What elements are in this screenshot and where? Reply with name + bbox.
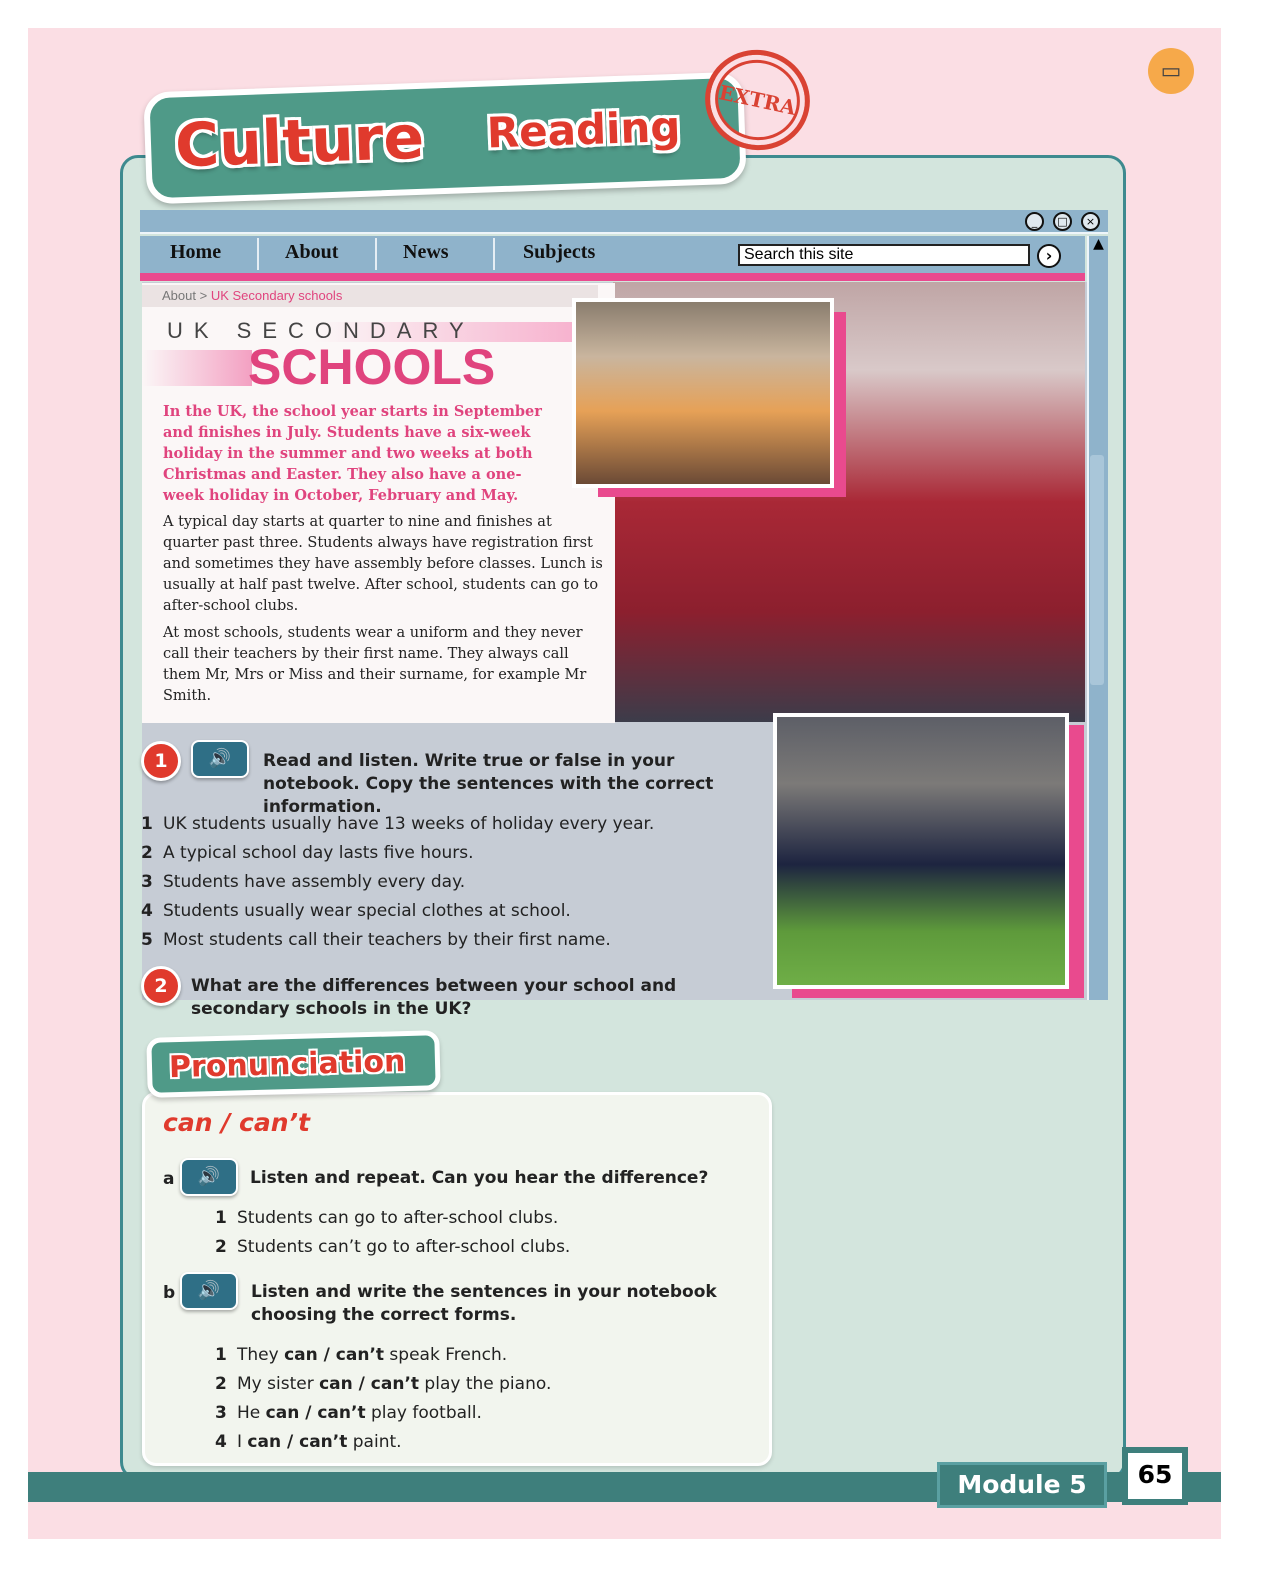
part-letter: b (163, 1283, 176, 1303)
browser-titlebar (140, 210, 1108, 234)
exercise-number: 1 (141, 741, 181, 781)
audio-speaker-icon[interactable]: 🔊 (180, 1272, 238, 1310)
list-item: 4 I can / can’t paint. (215, 1432, 402, 1452)
part-a-instruction: Listen and repeat. Can you hear the difference? (250, 1168, 709, 1188)
maximize-icon[interactable]: □ (1053, 212, 1072, 231)
nav-home[interactable]: Home (170, 241, 222, 263)
breadcrumb (142, 285, 598, 307)
students-lunch-photo (773, 713, 1069, 989)
close-icon[interactable]: × (1081, 212, 1100, 231)
nav-divider (493, 238, 495, 270)
list-item: 1 Students can go to after-school clubs. (215, 1208, 559, 1228)
scroll-up-icon[interactable]: ▲ (1093, 236, 1104, 252)
scrollbar-thumb[interactable] (1090, 455, 1104, 685)
nav-divider (375, 238, 377, 270)
nav-news[interactable]: News (403, 241, 449, 263)
list-item: 3 He can / can’t play football. (215, 1403, 482, 1423)
minimize-icon[interactable]: _ (1025, 212, 1044, 231)
pronunciation-label: Pronunciation (146, 1030, 440, 1098)
list-item: 1 They can / can’t speak French. (215, 1345, 508, 1365)
classroom-photo (572, 298, 834, 488)
list-item: 2 My sister can / can’t play the piano. (215, 1374, 552, 1394)
title-reading: Reading (485, 101, 682, 158)
article-paragraph: At most schools, students wear a uniform and they never call their teachers by their first name. They always call them Mr, Mrs or Miss and their surname, for example Mr Smith. (163, 625, 587, 704)
exercise-2-instruction: What are the differences between your school and secondary schools in the UK? (191, 976, 677, 1019)
article-title-line1: UK SECONDARY (167, 318, 475, 343)
audio-speaker-icon[interactable]: 🔊 (191, 740, 249, 778)
module-label: Module 5 (937, 1462, 1107, 1508)
stamp-text: EXTRA (716, 80, 799, 120)
list-item: 4 Students usually wear special clothes at school. (141, 901, 571, 921)
nav-subjects[interactable]: Subjects (523, 241, 596, 263)
list-item: 2 Students can’t go to after-school clubs. (215, 1237, 571, 1257)
breadcrumb-current: UK Secondary schools (210, 288, 343, 303)
part-letter: a (163, 1169, 175, 1189)
list-item: 5 Most students call their teachers by their first name. (141, 930, 611, 950)
nav-about[interactable]: About (285, 241, 339, 263)
pronunciation-topic: can / can’t (163, 1108, 310, 1137)
list-item: 2 A typical school day lasts five hours. (141, 843, 474, 863)
audio-speaker-icon[interactable]: 🔊 (180, 1158, 238, 1196)
list-item: 3 Students have assembly every day. (141, 872, 466, 892)
exercise-number: 2 (141, 966, 181, 1006)
title-banner (143, 72, 747, 205)
article-paragraph: A typical day starts at quarter to nine and finishes at quarter past three. Students always have registration first and sometimes they have assembly before classes. Lunch is usually at half past twelve. After school, students can go to after-school clubs. (163, 514, 603, 614)
search-input[interactable]: Search this site (738, 244, 1030, 266)
search-go-icon[interactable]: › (1037, 244, 1061, 268)
nav-divider (257, 238, 259, 270)
breadcrumb-root[interactable]: About > (162, 288, 208, 303)
article-title-line2: SCHOOLS (248, 339, 496, 395)
list-item: 1 UK students usually have 13 weeks of holiday every year. (141, 814, 655, 834)
exercise-1-instruction: Read and listen. Write true or false in your notebook. Copy the sentences with the correct information. (263, 751, 714, 817)
title-decoration (142, 350, 252, 386)
title-culture: Culture (173, 102, 426, 182)
page-number: 65 (1122, 1447, 1188, 1505)
article-intro: In the UK, the school year starts in September and finishes in July. Students have a six-week holiday in the summer and two weeks at both Christmas and Easter. They also have a one-week holiday in October, February and May. (163, 403, 542, 504)
part-b-instruction: Listen and write the sentences in your notebook choosing the correct forms. (251, 1282, 717, 1325)
laptop-icon[interactable]: ▭ (1148, 48, 1194, 94)
